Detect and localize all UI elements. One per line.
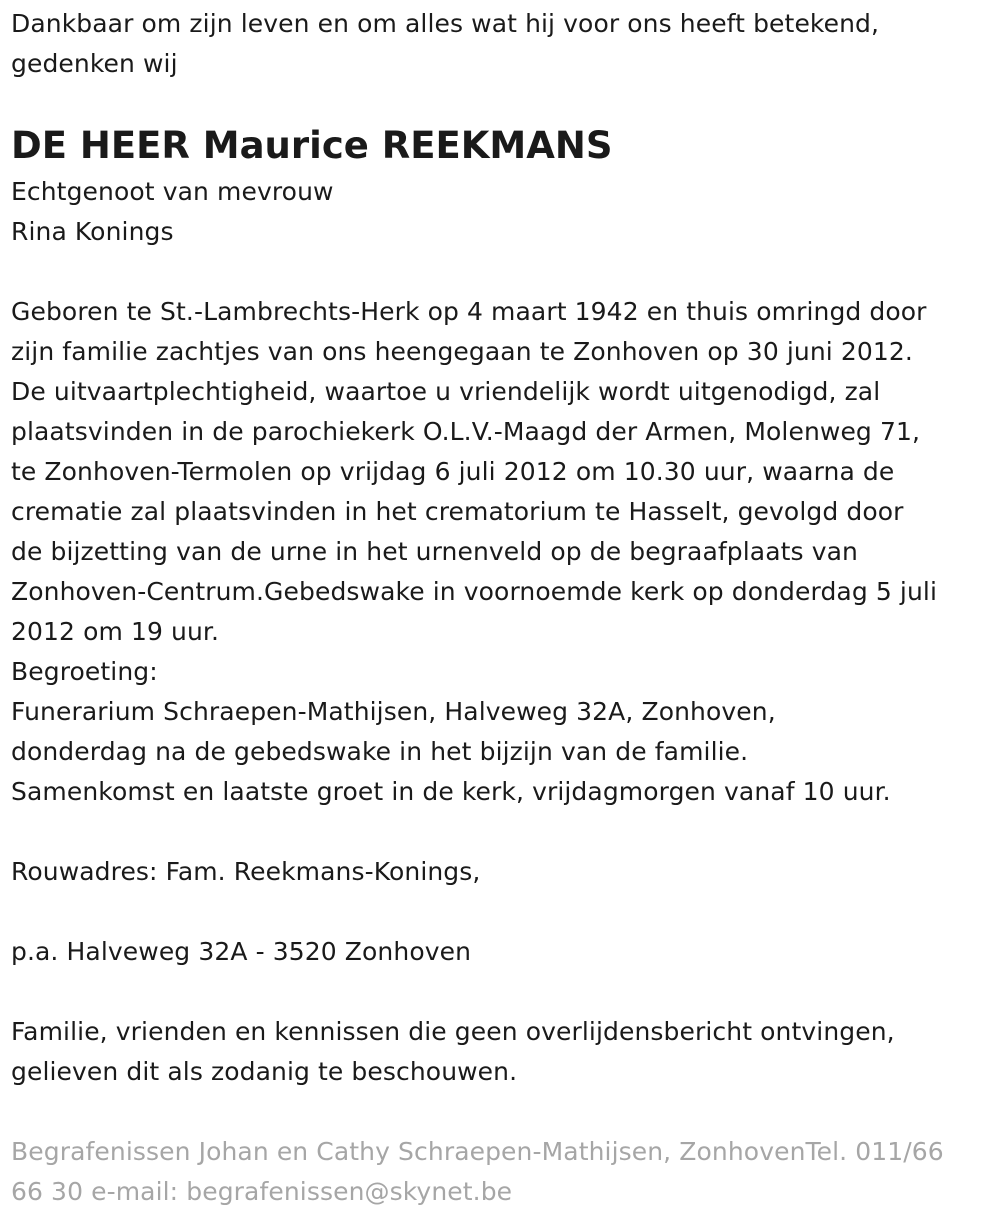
spouse-text: [11, 172, 996, 252]
notice-text: [11, 1012, 996, 1092]
funeral-home-footer: [11, 1132, 996, 1212]
body-line: Zonhoven-Centrum.Gebedswake in voornoemde kerk op donderdag 5 juli: [11, 577, 937, 606]
notice-line: Familie, vrienden en kennissen die geen overlijdensbericht ontvingen,: [11, 1017, 895, 1046]
obituary-notice: [11, 4, 996, 1212]
body-line: Samenkomst en laatste groet in de kerk, vrijdagmorgen vanaf 10 uur.: [11, 777, 891, 806]
footer-line: 66 30 e-mail: begrafenissen@skynet.be: [11, 1177, 513, 1206]
spouse-line: Rina Konings: [11, 217, 174, 246]
body-line: 2012 om 19 uur.: [11, 617, 220, 646]
body-line: te Zonhoven-Termolen op vrijdag 6 juli 2012 om 10.30 uur, waarna de: [11, 457, 895, 486]
body-line: Begroeting:: [11, 657, 158, 686]
body-line: plaatsvinden in de parochiekerk O.L.V.-Maagd der Armen, Molenweg 71,: [11, 417, 920, 446]
spacer: [11, 972, 996, 1012]
footer-line: Begrafenissen Johan en Cathy Schraepen-Mathijsen, ZonhovenTel. 011/66: [11, 1137, 944, 1166]
body-line: De uitvaartplechtigheid, waartoe u vriendelijk wordt uitgenodigd, zal: [11, 377, 881, 406]
mourning-address: Rouwadres: Fam. Reekmans-Konings,: [11, 857, 481, 886]
spacer: [11, 1092, 996, 1132]
body-line: Funerarium Schraepen-Mathijsen, Halveweg 32A, Zonhoven,: [11, 697, 776, 726]
intro-text: [11, 4, 996, 84]
intro-line: gedenken wij: [11, 49, 178, 78]
intro-line: Dankbaar om zijn leven en om alles wat hij voor ons heeft betekend,: [11, 9, 880, 38]
body-line: Geboren te St.-Lambrechts-Herk op 4 maart 1942 en thuis omringd door: [11, 297, 927, 326]
spouse-line: Echtgenoot van mevrouw: [11, 177, 334, 206]
body-text: [11, 292, 996, 812]
body-line: donderdag na de gebedswake in het bijzijn van de familie.: [11, 737, 749, 766]
body-line: de bijzetting van de urne in het urnenveld op de begraafplaats van: [11, 537, 858, 566]
body-line: zijn familie zachtjes van ons heengegaan te Zonhoven op 30 juni 2012.: [11, 337, 913, 366]
spacer: [11, 892, 996, 932]
body-line: crematie zal plaatsvinden in het crematorium te Hasselt, gevolgd door: [11, 497, 904, 526]
spacer: [11, 252, 996, 292]
notice-line: gelieven dit als zodanig te beschouwen.: [11, 1057, 518, 1086]
postal-address: p.a. Halveweg 32A - 3520 Zonhoven: [11, 937, 472, 966]
spacer: [11, 812, 996, 852]
deceased-name: DE HEER Maurice REEKMANS: [11, 124, 613, 167]
